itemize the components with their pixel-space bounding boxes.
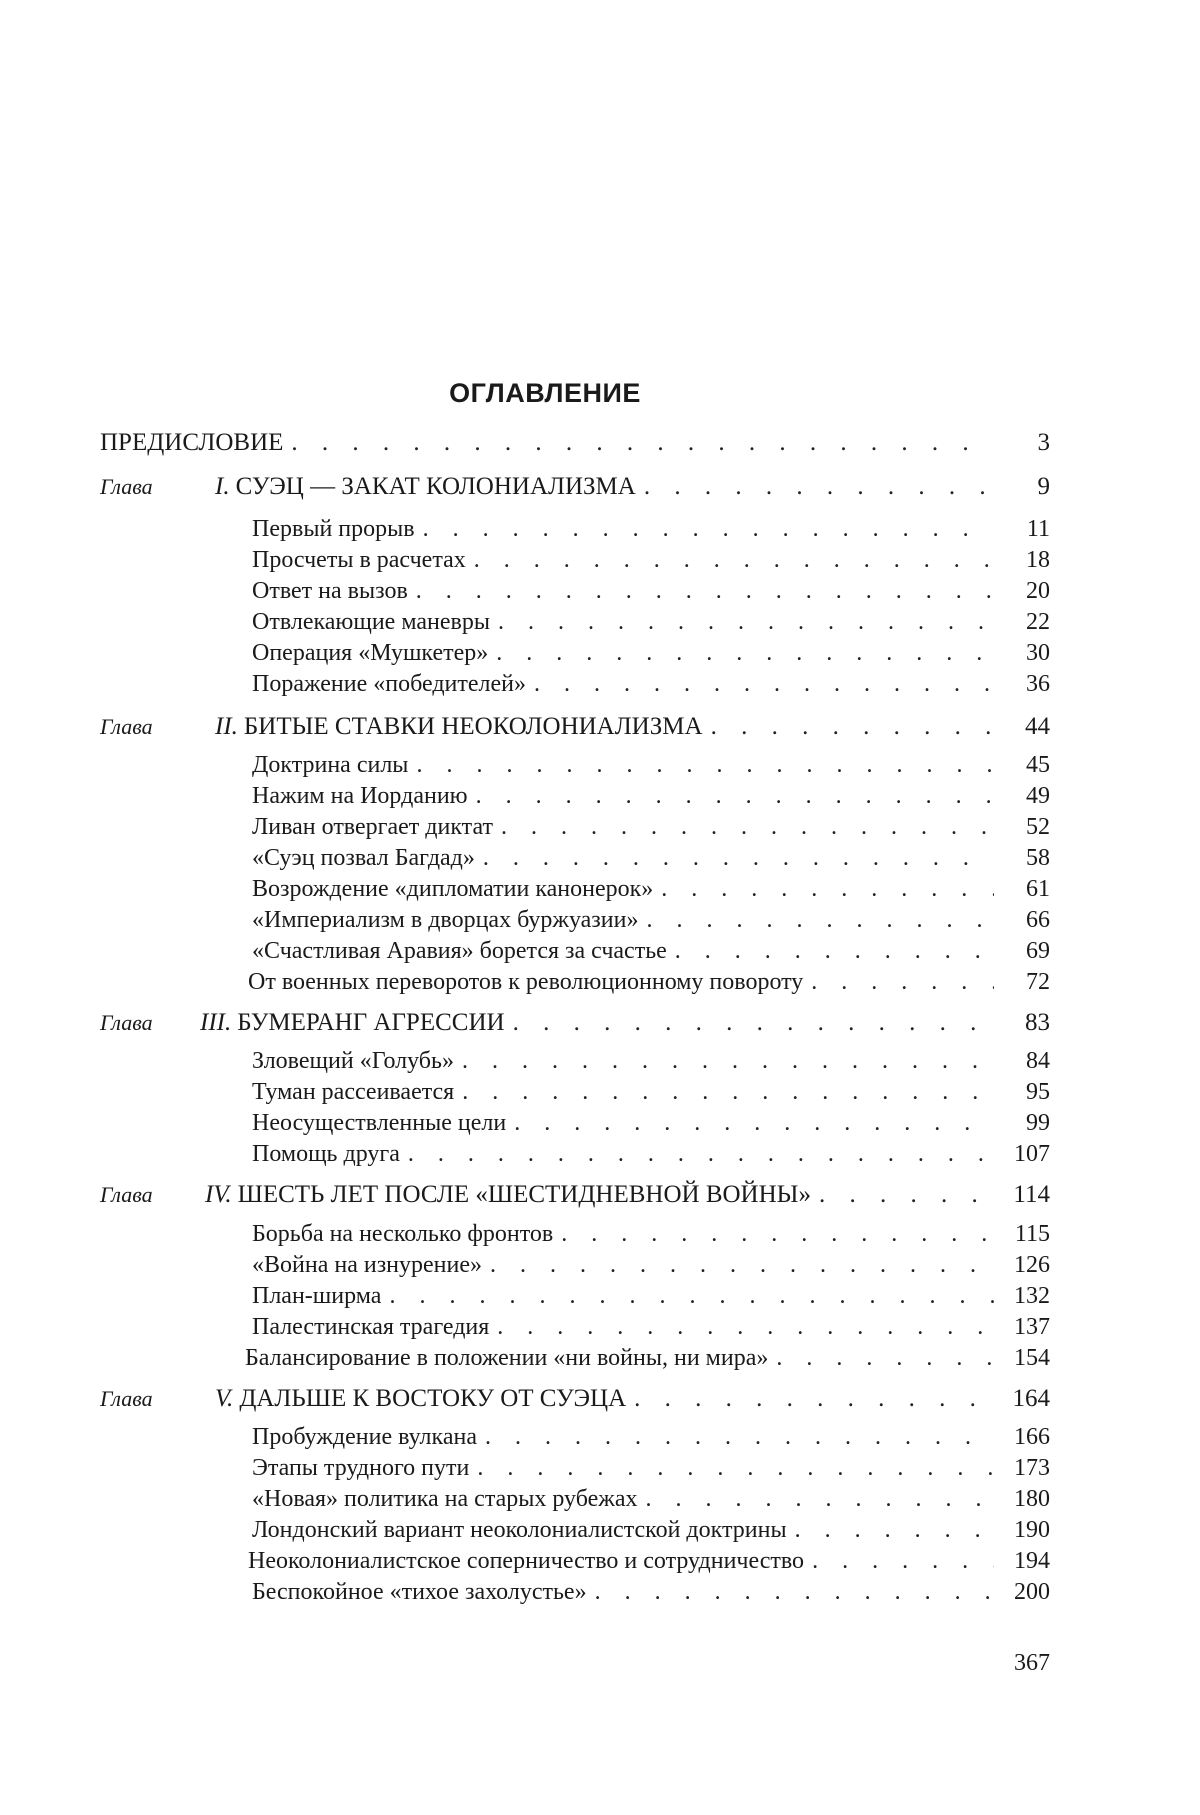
- toc-entry-page: 3: [1037, 429, 1050, 456]
- toc-section: Неосуществленные цели . . . 99: [252, 1108, 1050, 1138]
- toc-section: «Новая» политика на старых рубежах . . . 180: [252, 1484, 1050, 1514]
- chapter-label: Глава: [100, 1010, 153, 1035]
- chapter-title: БУМЕРАНГ АГРЕССИИ: [237, 1009, 505, 1036]
- toc-section: «Война на изнурение» . . . 126: [252, 1250, 1050, 1280]
- toc-entry-preface: [100, 428, 1050, 458]
- chapter-label: Глава: [100, 1386, 153, 1411]
- toc-section: Ответ на вызов . . . 20: [252, 576, 1050, 606]
- toc-section: Поражение «победителей» . . . 36: [252, 669, 1050, 699]
- toc-section: Первый прорыв . . . 11: [252, 514, 1050, 544]
- toc-section: Палестинская трагедия . . . 137: [252, 1312, 1050, 1342]
- toc-section: Ливан отвергает диктат . . . 52: [252, 812, 1050, 842]
- toc-section: «Суэц позвал Багдад» . . . 58: [252, 843, 1050, 873]
- toc-section: От военных переворотов к революционному повороту . . . 72: [248, 967, 1050, 997]
- toc-section: Возрождение «дипломатии канонерок» . . . 61: [252, 874, 1050, 904]
- toc-section: Пробуждение вулкана . . . 166: [252, 1422, 1050, 1452]
- toc-section: Доктрина силы . . . 45: [252, 750, 1050, 780]
- page-number: 367: [1014, 1650, 1050, 1676]
- toc-section: Помощь друга . . . 107: [252, 1139, 1050, 1169]
- toc-chapter-4: [205, 1180, 1050, 1210]
- toc-entry-page: 164: [1012, 1385, 1050, 1412]
- chapter-title: СУЭЦ — ЗАКАТ КОЛОНИАЛИЗМА: [235, 473, 636, 500]
- page-title: ОГЛАВЛЕНИЕ: [449, 378, 641, 408]
- toc-section: Беспокойное «тихое захолустье» . . . 200: [252, 1577, 1050, 1607]
- chapter-label: Глава: [100, 1182, 153, 1207]
- toc-chapter-5: [215, 1384, 1050, 1414]
- toc-section: Нажим на Иорданию . . . 49: [252, 781, 1050, 811]
- dot-leader: [711, 712, 994, 742]
- toc-section: Борьба на несколько фронтов . . . 115: [252, 1219, 1050, 1249]
- toc-section: «Счастливая Аравия» борется за счастье . . . 69: [252, 936, 1050, 966]
- dot-leader: [291, 428, 994, 458]
- toc-section: Туман рассеивается . . . 95: [252, 1077, 1050, 1107]
- toc-chapter-2: [215, 712, 1050, 742]
- toc-section: Отвлекающие маневры . . . 22: [252, 607, 1050, 637]
- chapter-title: ДАЛЬШЕ К ВОСТОКУ ОТ СУЭЦА: [239, 1385, 627, 1412]
- toc-entry-title: ПРЕДИСЛОВИЕ: [100, 429, 284, 456]
- chapter-title: БИТЫЕ СТАВКИ НЕОКОЛОНИАЛИЗМА: [243, 713, 703, 740]
- chapter-number: V.: [215, 1385, 234, 1412]
- dot-leader: [644, 472, 994, 502]
- toc-section: Балансирование в положении «ни войны, ни мира» . . . 154: [245, 1343, 1050, 1373]
- toc-entry-page: 114: [1013, 1181, 1050, 1208]
- toc-section: Зловещий «Голубь» . . . 84: [252, 1046, 1050, 1076]
- dot-leader: [513, 1008, 994, 1038]
- toc-entry-page: 9: [1037, 473, 1050, 500]
- chapter-title: ШЕСТЬ ЛЕТ ПОСЛЕ «ШЕСТИДНЕВНОЙ ВОЙНЫ»: [237, 1181, 811, 1208]
- toc-chapter-3: [200, 1008, 1050, 1038]
- toc-section: Неоколониалистское соперничество и сотрудничество . . . 194: [248, 1546, 1050, 1576]
- toc-entry-page: 83: [1025, 1009, 1050, 1036]
- dot-leader: [634, 1384, 994, 1414]
- dot-leader: [819, 1180, 994, 1210]
- chapter-label: Глава: [100, 714, 153, 739]
- toc-section: Этапы трудного пути . . . 173: [252, 1453, 1050, 1483]
- chapter-number: I.: [215, 473, 230, 500]
- chapter-label: Глава: [100, 474, 153, 499]
- toc-section: Лондонский вариант неоколониалистской доктрины . . . 190: [252, 1515, 1050, 1545]
- toc-section: Операция «Мушкетер» . . . 30: [252, 638, 1050, 668]
- chapter-number: IV.: [205, 1181, 232, 1208]
- toc-chapter-1: [215, 472, 1050, 502]
- toc-section: Просчеты в расчетах . . . 18: [252, 545, 1050, 575]
- chapter-number: III.: [200, 1009, 232, 1036]
- toc-section: План-ширма . . . 132: [252, 1281, 1050, 1311]
- toc-entry-page: 44: [1025, 713, 1050, 740]
- toc-section: «Империализм в дворцах буржуазии» . . . 66: [252, 905, 1050, 935]
- chapter-number: II.: [215, 713, 238, 740]
